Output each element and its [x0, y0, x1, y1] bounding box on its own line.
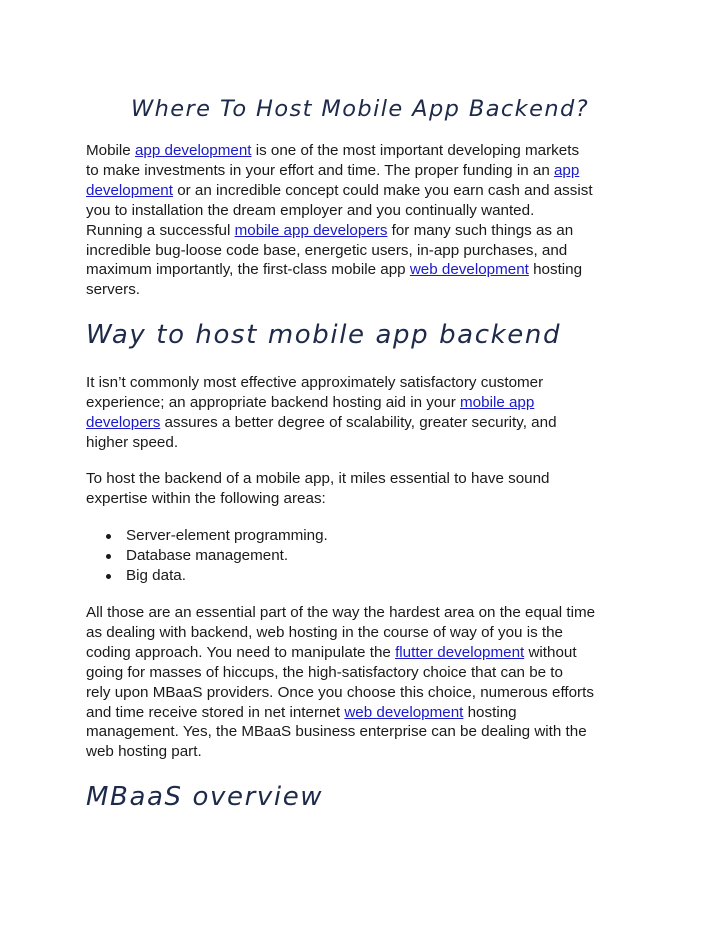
expertise-list: [86, 526, 328, 586]
bullet-icon: [106, 534, 111, 539]
link-app[interactable]: app: [553, 161, 580, 179]
link-mobile-app-developers[interactable]: mobile app developers: [234, 221, 388, 239]
intro-paragraph: Mobile app development is one of the most important developing markets to make investments in your effort and time. The proper funding in an app development or an incredible concept could make you earn cash and assist you to installation the dream employer and you continually wanted. Running a successful mobile app developers for many such things as an incredible bug-loose code base, energetic users, in-app purchases, and maximum importantly, the first-class mobile app web development hosting servers.: [86, 142, 593, 299]
list-item: Database management.: [86, 546, 328, 566]
link-mobile-app[interactable]: mobile app: [460, 393, 535, 411]
heading-mbaas-overview: MBaaS overview: [86, 782, 324, 812]
link-web-development[interactable]: web development: [409, 261, 529, 279]
paragraph-expertise: To host the backend of a mobile app, it miles essential to have sound expertise within the following areas:: [86, 470, 550, 507]
link-flutter-development[interactable]: flutter development: [395, 643, 525, 661]
link-app-development[interactable]: app development: [134, 142, 252, 159]
link-developers[interactable]: developers: [86, 413, 161, 431]
list-item: Big data.: [86, 566, 328, 586]
paragraph-mbaas-choice: All those are an essential part of the way the hardest area on the equal time as dealing with backend, web hosting in the course of way of you is the coding approach. You need to manipulate the flutter development without going for masses of hiccups, the high-satisfactory choice that can be to rely upon MBaaS providers. Once you choose this choice, numerous efforts and time receive stored in net internet web development hosting management. Yes, the MBaaS business enterprise can be dealing with the web hosting part.: [86, 604, 596, 761]
page-title: Where To Host Mobile App Backend?: [130, 96, 590, 122]
link-development[interactable]: development: [86, 181, 173, 199]
list-item: Server-element programming.: [86, 526, 328, 546]
bullet-icon: [106, 554, 111, 559]
link-web-development-2[interactable]: web development: [344, 703, 464, 721]
heading-way-to-host: Way to host mobile app backend: [86, 320, 562, 350]
paragraph-hosting-aid: It isn’t commonly most effective approximately satisfactory customer experience; an appropriate backend hosting aid in your mobile app developers assures a better degree of scalability, greater security, and higher speed.: [86, 374, 557, 451]
bullet-icon: [106, 574, 111, 579]
